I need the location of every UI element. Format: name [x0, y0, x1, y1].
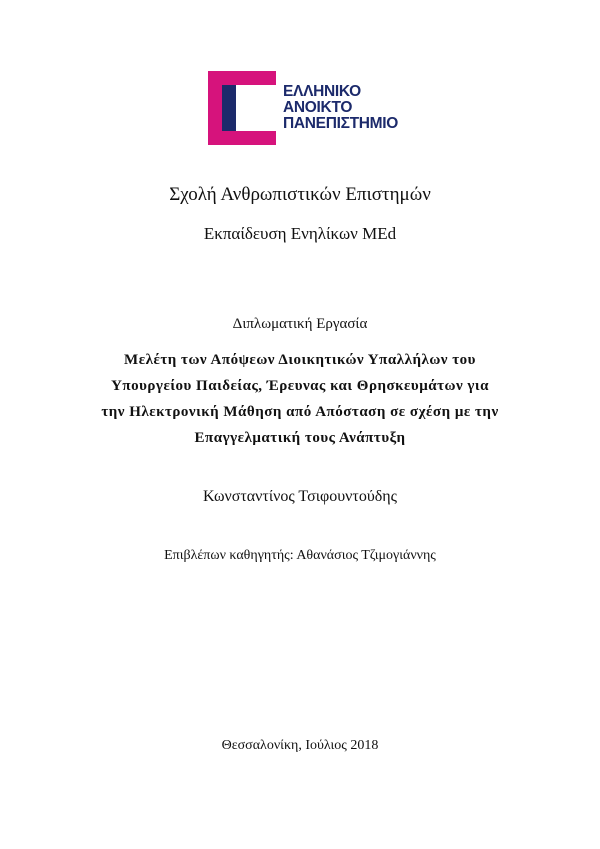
university-logo [208, 71, 398, 145]
supervisor: Επιβλέπων καθηγητής: Αθανάσιος Τζιμογιάννης [164, 548, 436, 563]
logo-navy-bar [222, 85, 236, 131]
place-date: Θεσσαλονίκη, Ιούλιος 2018 [221, 738, 379, 753]
thesis-title [0, 347, 600, 451]
logo-line: ΕΛΛΗΝΙΚΟ [283, 83, 361, 100]
logo-line: ΠΑΝΕΠΙΣΤΗΜΙΟ [283, 115, 399, 132]
thesis-title-line: Υπουργείου Παιδείας, Έρευνας και Θρησκευμάτων για [111, 378, 489, 394]
document-type: Διπλωματική Εργασία [232, 316, 368, 332]
thesis-title-line: Μελέτη των Απόψεων Διοικητικών Υπαλλήλων του [124, 352, 476, 368]
logo-mark-icon [208, 71, 276, 145]
thesis-title-line: Επαγγελματική τους Ανάπτυξη [194, 430, 406, 446]
author-name: Κωνσταντίνος Τσιφουντούδης [203, 488, 397, 505]
logo-wordmark [283, 84, 398, 132]
program-name: Εκπαίδευση Ενηλίκων MEd [203, 224, 397, 243]
logo-line: ΑΝΟΙΚΤΟ [283, 99, 353, 116]
thesis-title-line: την Ηλεκτρονική Μάθηση από Απόσταση σε σχέση με την [101, 404, 499, 420]
school-name: Σχολή Ανθρωπιστικών Επιστημών [169, 184, 431, 205]
